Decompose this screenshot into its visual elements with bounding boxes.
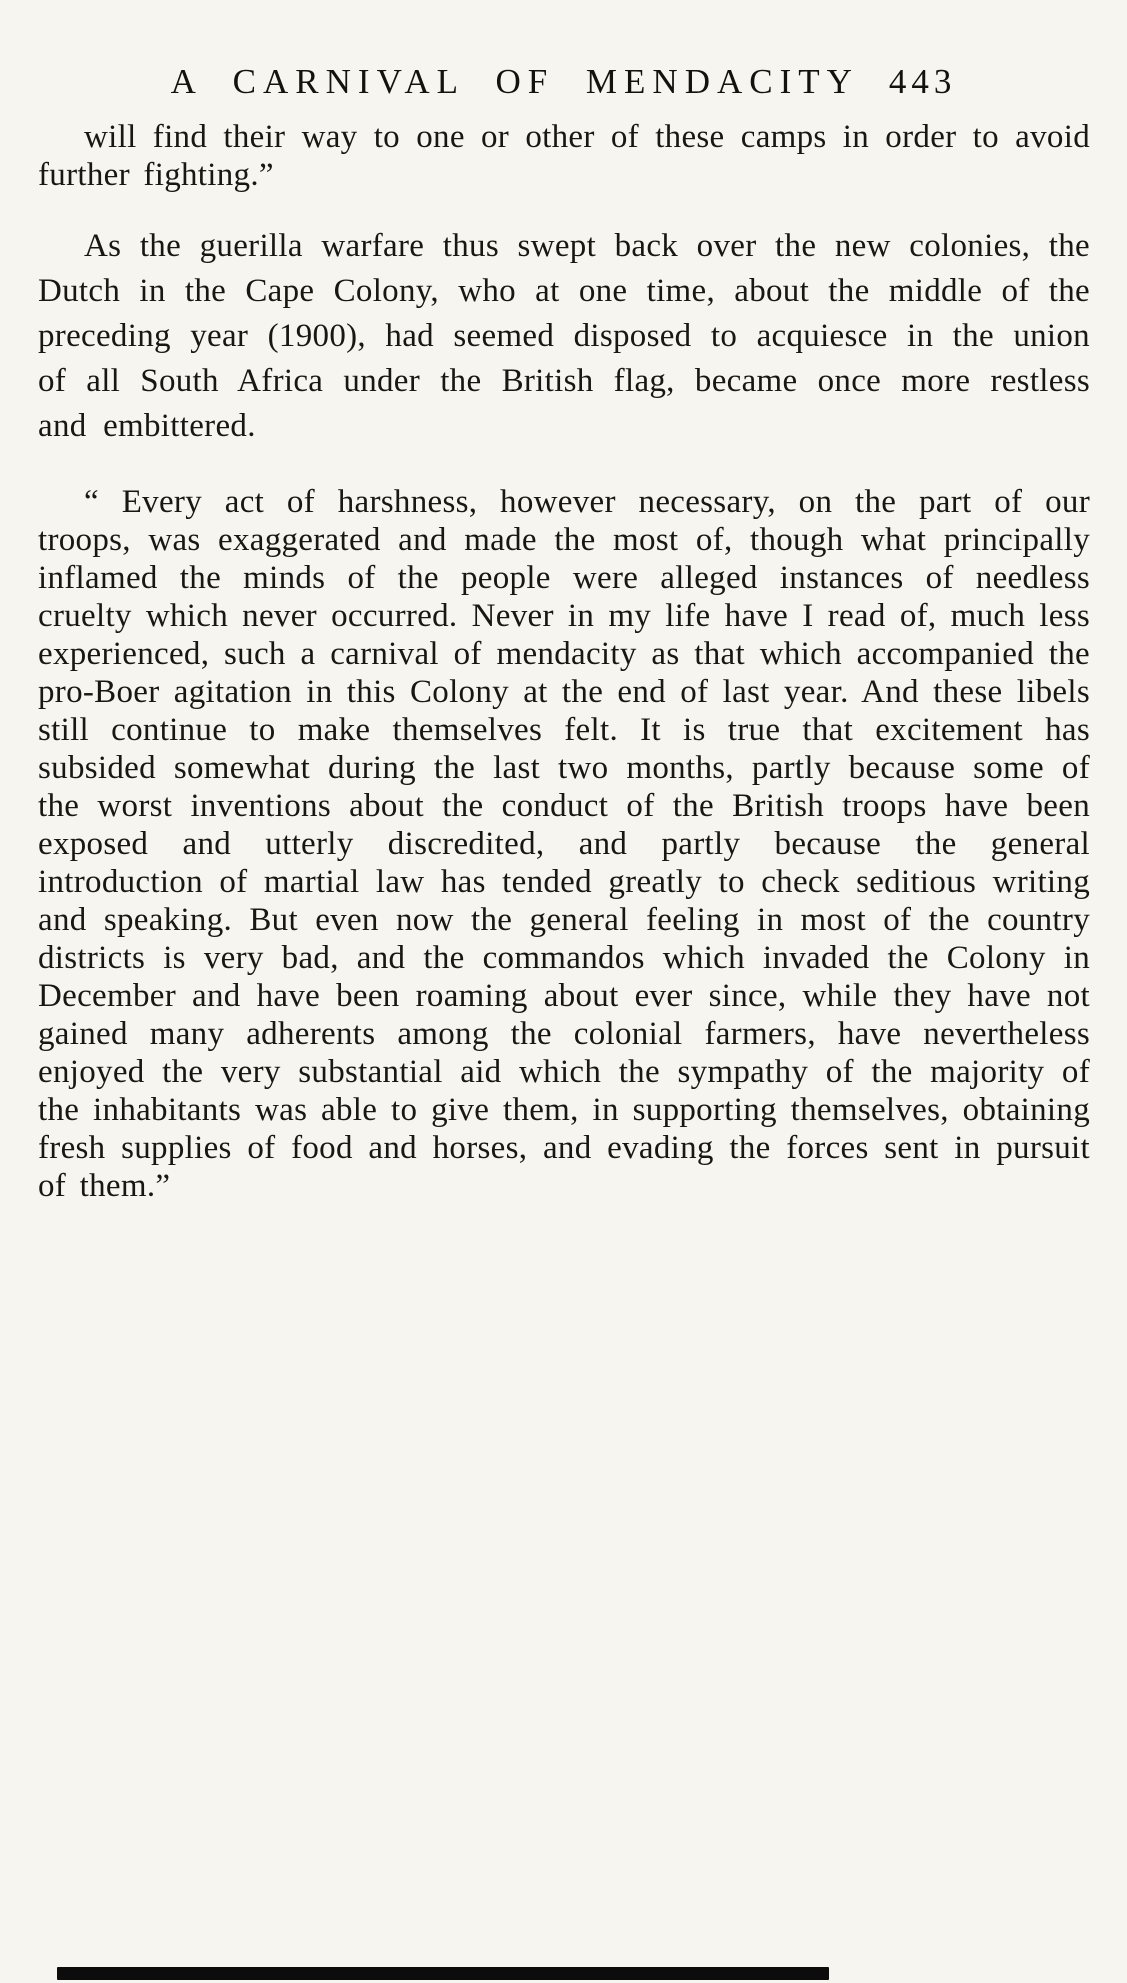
page-body bbox=[38, 118, 1090, 1205]
paragraph: “ Every act of harshness, however necessary, on the part of our troops, was exaggerated and made the most of, though what principally inflamed the minds of the people were alleged instances of needless cruelty which never occurred. Never in my life have I read of, much less experienced, such a carnival of mendacity as that which accompanied the pro-Boer agitation in this Colony at the end of last year. And these libels still continue to make themselves felt. It is true that excitement has subsided somewhat during the last two months, partly because some of the worst inventions about the conduct of the British troops have been exposed and utterly discredited, and partly because the general introduction of martial law has tended greatly to check seditious writing and speaking. But even now the general feeling in most of the country districts is very bad, and the commandos which invaded the Colony in December and have been roaming about ever since, while they have not gained many adherents among the colonial farmers, have nevertheless enjoyed the very substantial aid which the sympathy of the majority of the inhabitants was able to give them, in supporting themselves, obtaining fresh supplies of food and horses, and evading the forces sent in pursuit of them.” bbox=[38, 484, 1090, 1204]
scan-artifact-bar bbox=[57, 1967, 829, 1980]
paragraph: As the guerilla warfare thus swept back over the new colonies, the Dutch in the Cape Colony, who at one time, about the middle of the preceding year (1900), had seemed disposed to acquiesce in the union of all South Africa under the British flag, became once more restless and embittered. bbox=[38, 228, 1090, 444]
page-header bbox=[38, 62, 1089, 102]
paragraph: will find their way to one or other of these camps in order to avoid further fighting.” bbox=[38, 119, 1090, 193]
running-head-title: A CARNIVAL OF MENDACITY bbox=[170, 62, 859, 101]
page-number: 443 bbox=[888, 62, 957, 101]
